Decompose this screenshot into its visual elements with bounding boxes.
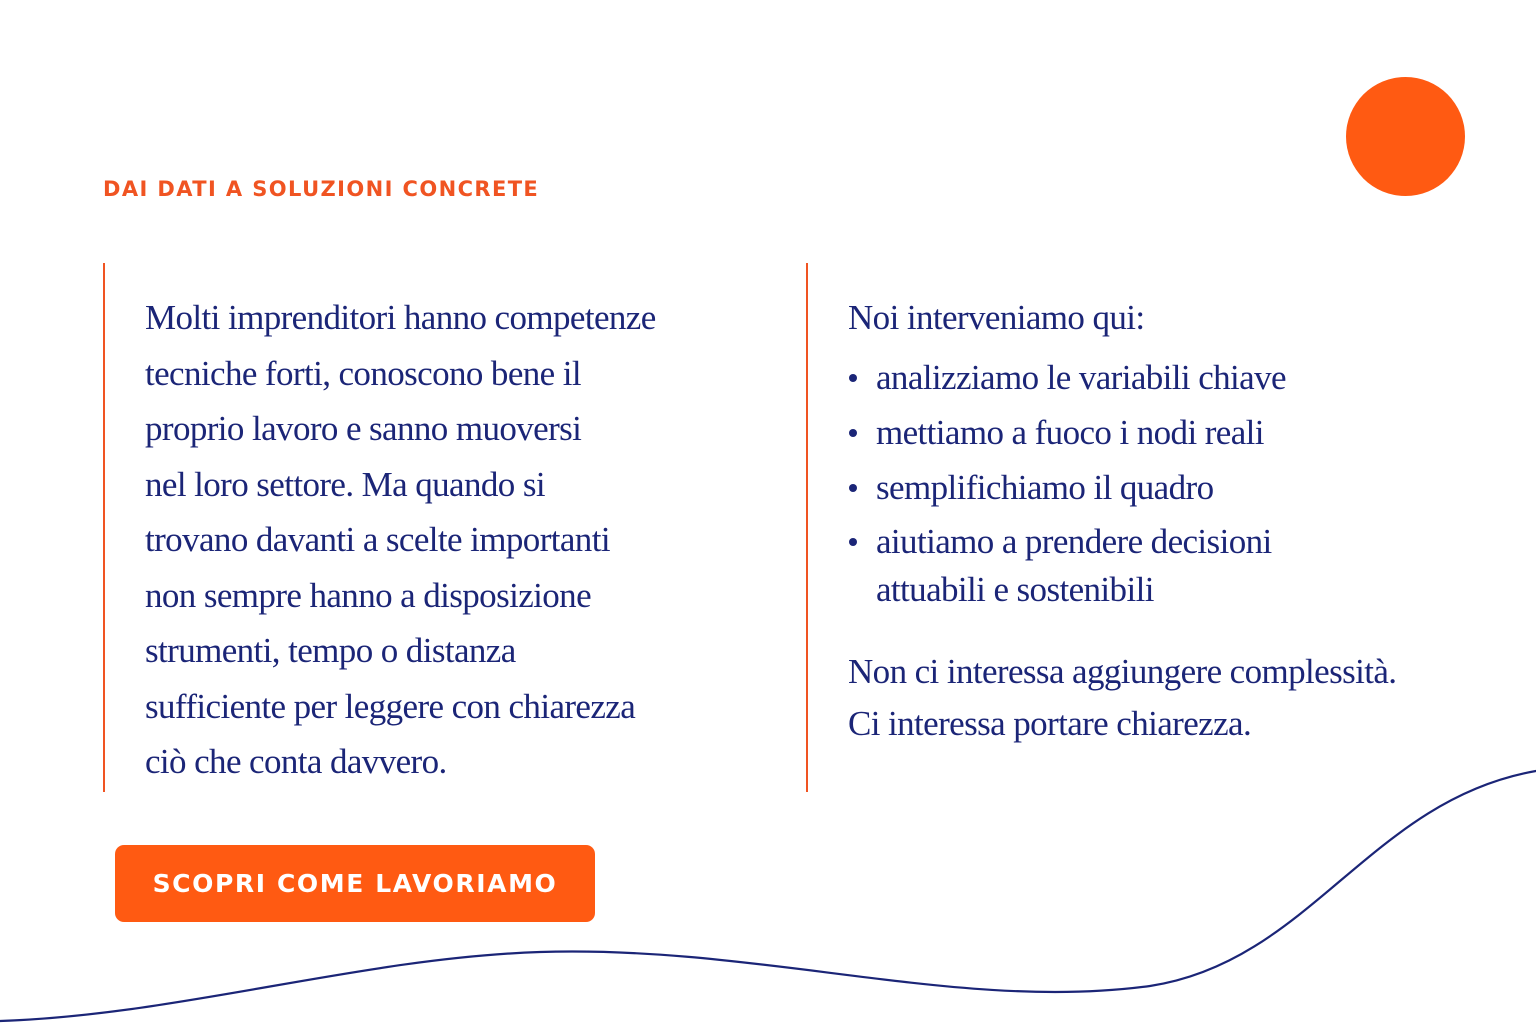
list-item-text-continued: attuabili e sostenibili [876,570,1154,609]
section-eyebrow: DAI DATI A SOLUZIONI CONCRETE [103,177,540,201]
bullet-icon [849,374,857,382]
list-item-text: aiutiamo a prendere decisioni [876,522,1272,561]
list-item [848,518,1286,614]
list-item-text: semplifichiamo il quadro [876,468,1214,507]
paragraph-line: Molti imprenditori hanno competenze [145,298,656,337]
paragraph-line: trovano davanti a scelte importanti [145,520,610,559]
paragraph-line: strumenti, tempo o distanza [145,631,516,670]
orange-circle-decoration [1346,77,1465,196]
closing-line: Ci interessa portare chiarezza. [848,704,1252,743]
paragraph-line: proprio lavoro e sanno muoversi [145,409,582,448]
closing-line: Non ci interessa aggiungere complessità. [848,652,1397,691]
right-column [806,263,1446,792]
bullet-icon [849,484,857,492]
paragraph-line: tecniche forti, conoscono bene il [145,353,582,393]
intro-paragraph [145,290,745,790]
left-column [103,263,763,792]
list-item-text: analizziamo le variabili chiave [876,358,1286,397]
list-item [848,350,1286,405]
paragraph-line: sufficiente per leggere con chiarezza [145,686,636,726]
discover-how-we-work-button[interactable]: SCOPRI COME LAVORIAMO [115,845,595,922]
list-item [848,460,1286,515]
approach-intro: Noi interveniamo qui: [848,298,1145,337]
list-item [848,405,1286,460]
paragraph-line: nel loro settore. Ma quando si [145,464,545,504]
paragraph-line: ciò che conta davvero. [145,742,447,781]
list-item-text: mettiamo a fuoco i nodi reali [876,413,1264,452]
bullet-icon [849,538,857,546]
paragraph-line: non sempre hanno a disposizione [145,575,592,615]
closing-statement [848,646,1396,750]
bullet-icon [849,429,857,437]
approach-list [848,350,1286,614]
